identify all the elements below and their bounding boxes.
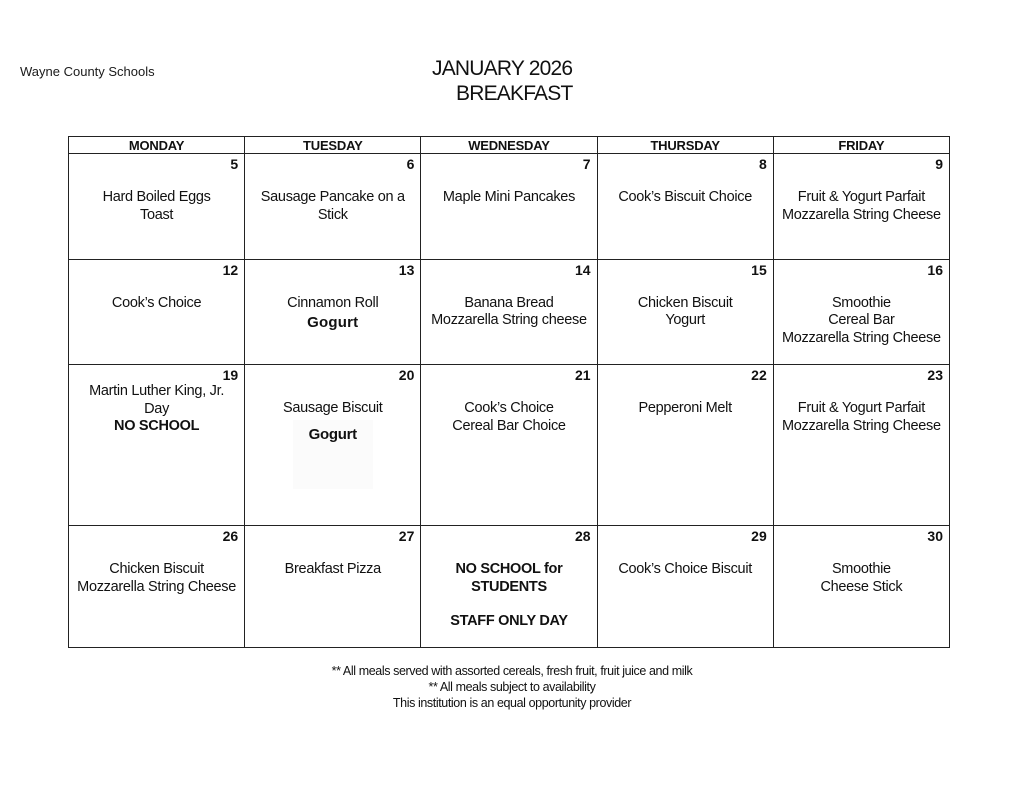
menu-items [774, 561, 949, 596]
day-number: 6 [406, 156, 415, 172]
day-number: 26 [222, 528, 239, 545]
menu-items [421, 400, 596, 435]
day-cell [421, 154, 597, 260]
day-cell [597, 526, 773, 648]
day-number: 7 [582, 156, 591, 172]
week-row [69, 526, 950, 648]
day-number: 19 [222, 367, 239, 384]
no-school-label: STUDENTS [471, 578, 547, 595]
menu-item: Cheese Stick [820, 578, 903, 595]
day-number: 30 [927, 528, 943, 545]
day-number: 20 [398, 367, 415, 384]
menu-item: Fruit & Yogurt Parfait [797, 189, 925, 205]
menu-calendar [68, 136, 950, 648]
day-cell [597, 365, 773, 526]
day-cell [597, 154, 773, 260]
day-cell [773, 259, 949, 365]
footer-notes [0, 663, 1024, 711]
day-number: 27 [398, 528, 415, 545]
menu-item: Cinnamon Roll [287, 294, 379, 311]
day-cell [597, 259, 773, 365]
day-header-friday: FRIDAY [773, 137, 949, 154]
menu-items [598, 561, 773, 579]
menu-item-extra: Gogurt [307, 314, 359, 332]
day-cell [245, 259, 421, 365]
menu-item: Smoothie [831, 561, 891, 578]
menu-items [421, 561, 596, 631]
day-cell [69, 365, 245, 526]
equal-opportunity-statement: This institution is an equal opportunity provider [392, 696, 632, 710]
day-cell [245, 365, 421, 526]
menu-items [774, 400, 949, 435]
week-row [69, 154, 950, 260]
day-cell [245, 154, 421, 260]
day-number: 16 [927, 261, 943, 278]
menu-items [421, 295, 596, 330]
menu-items [598, 189, 773, 207]
day-header-wednesday: WEDNESDAY [421, 137, 597, 154]
menu-item: Pepperoni Melt [638, 400, 732, 417]
no-school-label: NO SCHOOL for [455, 561, 563, 578]
menu-item: Cook’s Choice [111, 294, 202, 311]
day-cell [773, 154, 949, 260]
menu-title [400, 57, 600, 106]
menu-item: Chicken Biscuit [109, 561, 204, 578]
day-number: 5 [230, 156, 239, 172]
day-number: 14 [574, 261, 591, 278]
month-title: JANUARY 2026 [432, 57, 573, 80]
day-number: 28 [574, 528, 591, 545]
menu-item: Toast [140, 206, 174, 223]
day-number: 29 [751, 528, 767, 545]
menu-item: Martin Luther King, Jr. [89, 383, 225, 400]
week-row [69, 259, 950, 365]
menu-item: Cook’s Choice [464, 400, 554, 417]
meal-title: BREAKFAST [456, 82, 573, 105]
menu-item: Hard Boiled Eggs [102, 189, 211, 205]
menu-items [245, 295, 420, 333]
day-cell [69, 154, 245, 260]
menu-item: Chicken Biscuit [637, 294, 733, 311]
day-number: 22 [751, 367, 767, 384]
menu-items [245, 189, 420, 224]
footer-note: ** All meals subject to availability [428, 680, 596, 694]
menu-items [69, 189, 244, 224]
menu-items [774, 295, 949, 348]
day-cell [421, 259, 597, 365]
menu-items [245, 561, 420, 579]
menu-item: Mozzarella String Cheese [781, 206, 941, 223]
staff-only-label: STAFF ONLY DAY [450, 613, 568, 630]
menu-item: Cereal Bar [828, 312, 895, 329]
menu-item: Cook’s Choice Biscuit [618, 561, 752, 578]
menu-item: Yogurt [665, 312, 705, 329]
menu-item: Sausage Biscuit [283, 400, 383, 417]
menu-item: Breakfast Pizza [284, 561, 381, 578]
day-number: 21 [574, 367, 591, 384]
menu-items [69, 295, 244, 313]
day-cell [245, 526, 421, 648]
menu-items [598, 400, 773, 418]
day-header-tuesday: TUESDAY [245, 137, 421, 154]
menu-item: Banana Bread [464, 294, 554, 311]
day-number: 9 [935, 156, 943, 172]
menu-item: Sausage Pancake on a [260, 189, 405, 205]
day-header-monday: MONDAY [69, 137, 245, 154]
menu-items [245, 400, 420, 489]
menu-item: Fruit & Yogurt Parfait [797, 400, 925, 417]
menu-item: Maple Mini Pancakes [442, 189, 576, 205]
menu-item: Day [144, 400, 170, 417]
menu-items [774, 189, 949, 224]
day-cell [421, 365, 597, 526]
footer-note: ** All meals served with assorted cereals, fresh fruit, fruit juice and milk [331, 664, 693, 678]
menu-item: Mozzarella String cheese [431, 312, 587, 329]
day-number: 23 [927, 367, 943, 384]
menu-item: Stick [317, 206, 348, 223]
menu-items [69, 383, 244, 436]
menu-item: Cook’s Biscuit Choice [618, 189, 752, 205]
week-row [69, 365, 950, 526]
day-number: 8 [758, 156, 767, 172]
menu-item: Smoothie [831, 294, 891, 311]
day-number: 15 [751, 261, 767, 278]
menu-items [69, 561, 244, 596]
day-header-thursday: THURSDAY [597, 137, 773, 154]
day-cell [773, 365, 949, 526]
menu-items [421, 189, 596, 207]
district-name: Wayne County Schools [20, 64, 155, 79]
day-cell [421, 526, 597, 648]
no-school-label: NO SCHOOL [114, 418, 200, 435]
day-cell [69, 259, 245, 365]
day-cell [69, 526, 245, 648]
day-number: 13 [398, 261, 415, 278]
menu-item: Mozzarella String Cheese [77, 578, 236, 595]
day-number: 12 [222, 261, 239, 278]
menu-item: Cereal Bar Choice [452, 417, 566, 434]
day-cell [773, 526, 949, 648]
menu-item: Mozzarella String Cheese [781, 329, 941, 346]
weekday-header-row [69, 137, 950, 154]
menu-item-extra: Gogurt [293, 420, 373, 490]
menu-item: Mozzarella String Cheese [781, 417, 941, 434]
menu-items [598, 295, 773, 330]
